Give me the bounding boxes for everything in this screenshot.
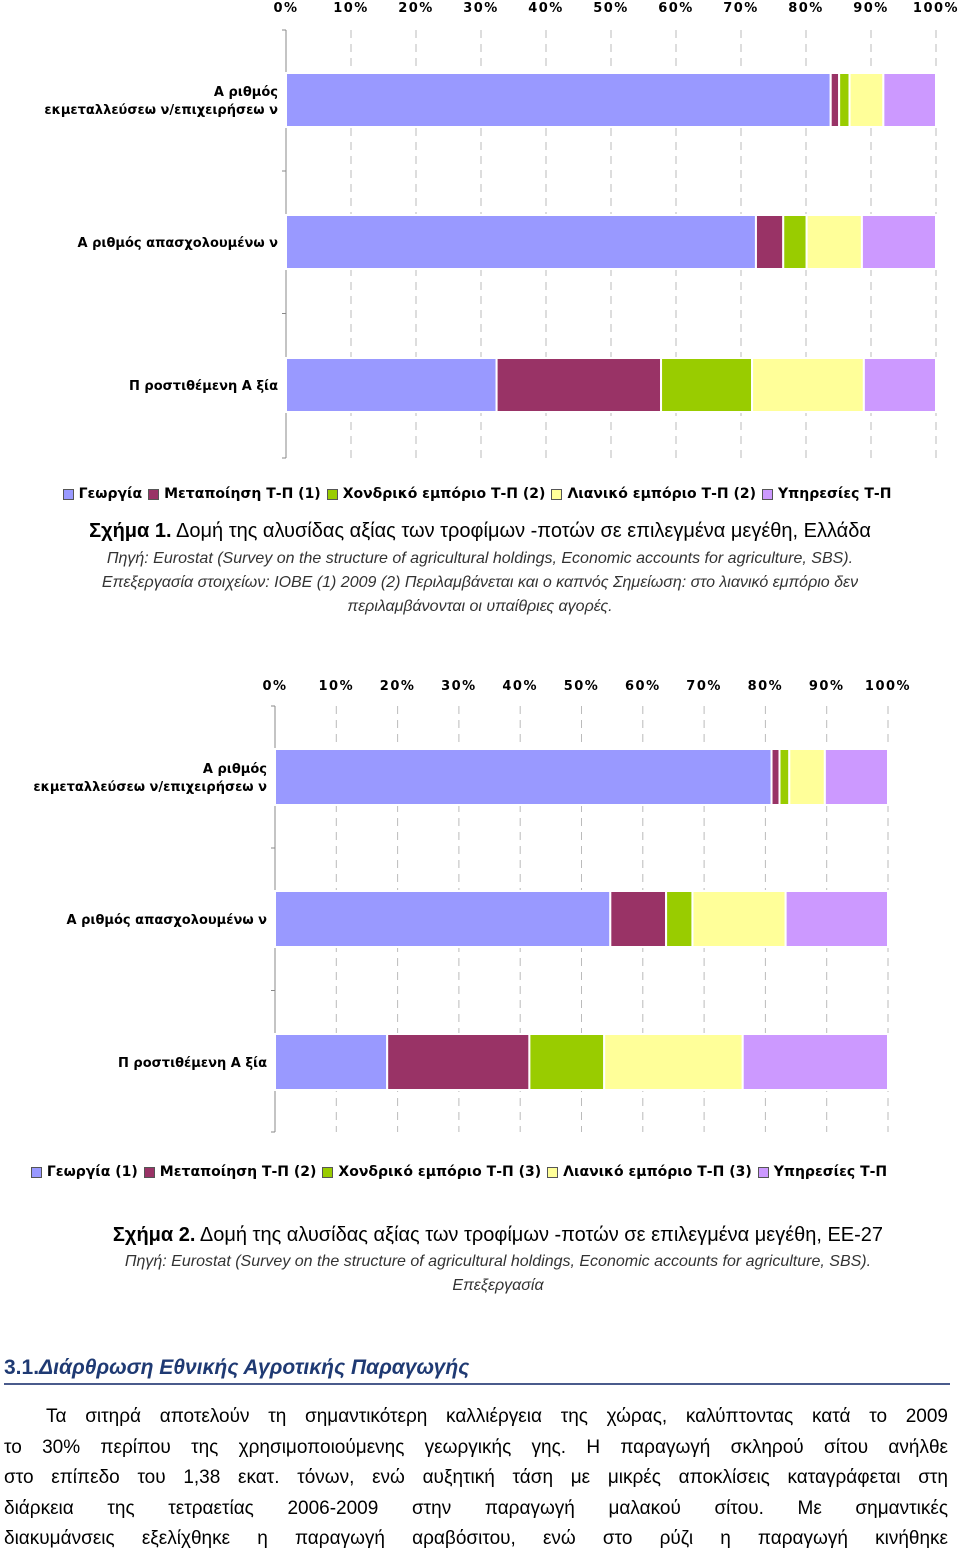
legend-swatch (758, 1167, 769, 1178)
figure-2-title: Δομή της αλυσίδας αξίας των τροφίμων -ποτών σε επιλεγμένα μεγέθη, ΕΕ-27 (195, 1224, 884, 1246)
chart-2-plot (0, 670, 960, 1140)
legend-swatch (63, 489, 74, 500)
chart-2-category-label: Α ριθμός απασχολουμένω ν (66, 913, 267, 928)
chart-2-tick-label: 20% (379, 679, 416, 694)
legend-label: Μεταποίηση Τ-Π (1) (164, 486, 321, 502)
section-heading (4, 1356, 950, 1385)
chart-2-category-label: εκμεταλλεύσεω ν/επιχειρήσεω ν (33, 780, 267, 795)
chart-1-bar-segment (756, 215, 783, 269)
chart-2-tick-label: 0% (262, 679, 288, 694)
chart-2-bar-segment (275, 1034, 387, 1090)
chart-1-tick-label: 0% (273, 1, 299, 16)
chart-1-bar-segment (850, 73, 884, 127)
chart-2-tick-label: 70% (686, 679, 722, 694)
chart-1-tick-label: 80% (788, 1, 824, 16)
paragraph-line: στο επίπεδο του 1,38 εκατ. τόνων, ενώ αυξητική τάση με μικρές αποκλίσεις καταγράφεται στη (4, 1467, 948, 1488)
chart-2-bar-segment (772, 749, 780, 805)
chart-2-legend (32, 1162, 892, 1182)
chart-2-bar-segment (743, 1034, 888, 1090)
legend-item (322, 1164, 541, 1180)
legend-swatch (144, 1167, 155, 1178)
chart-1-tick-label: 100% (912, 1, 960, 16)
legend-swatch (148, 489, 159, 500)
chart-1-bar-segment (286, 73, 831, 127)
chart-2 (0, 670, 960, 1140)
chart-2-bar-segment (610, 891, 666, 947)
figure-2-caption (18, 1224, 960, 1298)
legend-swatch (31, 1167, 42, 1178)
chart-1-tick-label: 30% (463, 1, 499, 16)
chart-2-bar-segment (786, 891, 888, 947)
chart-1-category-label: Α ριθμός (213, 85, 278, 100)
legend-item (551, 486, 756, 502)
legend-label: Χονδρικό εμπόριο Τ-Π (2) (342, 486, 546, 502)
legend-item (31, 1164, 138, 1180)
legend-label: Υπηρεσίες Τ-Π (778, 486, 892, 502)
chart-2-tick-label: 80% (747, 679, 784, 694)
legend-label: Υπηρεσίες Τ-Π (773, 1164, 888, 1180)
chart-2-bar-segment (387, 1034, 529, 1090)
legend-swatch (551, 489, 562, 500)
chart-1-bar-segment (661, 358, 752, 412)
legend-swatch (327, 489, 338, 500)
chart-2-tick-label: 90% (808, 679, 845, 694)
chart-1-category-label: Π ροστιθέμενη Α ξία (129, 379, 278, 394)
legend-label: Χονδρικό εμπόριο Τ-Π (3) (338, 1164, 542, 1180)
figure-1-title-line (0, 520, 960, 543)
figure-1-source-line: Επεξεργασία στοιχείων: ΙΟΒΕ (1) 2009 (2) Περιλαμβάνεται και ο καπνός Σημείωση: στο λιανικό εμπόριο δεν (101, 574, 859, 591)
chart-1-bar-segment (497, 358, 661, 412)
figure-1-source-line: Πηγή: Eurostat (Survey on the structure of agricultural holdings, Economic accounts for agriculture, SBS). (106, 550, 854, 567)
chart-1-bar-segment (839, 73, 849, 127)
chart-2-category-label: Α ριθμός (202, 762, 267, 777)
legend-swatch (547, 1167, 558, 1178)
section-number: 3.1. (4, 1356, 40, 1379)
legend-item (144, 1164, 317, 1180)
chart-2-tick-label: 30% (441, 679, 477, 694)
figure-1-title: Δομή της αλυσίδας αξίας των τροφίμων -ποτών σε επιλεγμένα μεγέθη, Ελλάδα (171, 520, 871, 542)
legend-label: Γεωργία (78, 486, 143, 502)
chart-1-bar-segment (286, 215, 756, 269)
chart-1-tick-label: 40% (528, 1, 564, 16)
paragraph-line: διακυμάνσεις εξελίχθηκε η παραγωγή αραβόσιτου, ενώ στο ρύζι η παραγωγή κινήθηκε (4, 1528, 948, 1549)
chart-2-bar-segment (529, 1034, 604, 1090)
chart-2-tick-label: 60% (624, 679, 661, 694)
chart-1-bar-segment (864, 358, 936, 412)
legend-label: Λιανικό εμπόριο Τ-Π (3) (563, 1164, 752, 1180)
chart-1-tick-label: 70% (723, 1, 759, 16)
chart-1-category-label: εκμεταλλεύσεω ν/επιχειρήσεω ν (44, 103, 278, 118)
chart-1-bar-segment (883, 73, 936, 127)
chart-1-bar-segment (831, 73, 839, 127)
chart-2-tick-label: 50% (563, 679, 600, 694)
chart-2-category-label: Π ροστιθέμενη Α ξία (118, 1056, 267, 1071)
chart-1-bar-segment (807, 215, 862, 269)
chart-1-category-label: Α ριθμός απασχολουμένω ν (77, 236, 278, 251)
chart-1-tick-label: 10% (333, 1, 369, 16)
chart-2-bar-segment (275, 749, 772, 805)
legend-item (148, 486, 321, 502)
chart-2-tick-label: 40% (502, 679, 539, 694)
chart-2-bar-segment (789, 749, 825, 805)
paragraph-line: το 30% περίπου της χρησιμοποιούμενης γεωργικής γης. Η παραγωγή σκληρού σίτου ανήλθε (4, 1436, 948, 1458)
legend-label: Μεταποίηση Τ-Π (2) (159, 1164, 317, 1180)
figure-2-source-line: Επεξεργασία (452, 1277, 544, 1294)
figure-2-title-line (18, 1224, 960, 1247)
legend-item (327, 486, 546, 502)
chart-1 (0, 0, 960, 470)
chart-2-bar-segment (825, 749, 888, 805)
body-paragraph (4, 1402, 948, 1555)
section-title: Διάρθρωση Εθνικής Αγροτικής Παραγωγής (39, 1356, 470, 1379)
figure-1-caption (0, 520, 960, 619)
chart-1-bar-segment (862, 215, 936, 269)
legend-item (547, 1164, 752, 1180)
legend-swatch (322, 1167, 333, 1178)
chart-1-bar-segment (286, 358, 497, 412)
figure-2-source-line: Πηγή: Eurostat (Survey on the structure of agricultural holdings, Economic accounts for agriculture, SBS). (124, 1253, 872, 1270)
figure-1-label: Σχήμα 1. (89, 520, 172, 542)
legend-label: Λιανικό εμπόριο Τ-Π (2) (567, 486, 757, 502)
legend-item (758, 1164, 887, 1180)
paragraph-line: Τα σιτηρά αποτελούν τη σημαντικότερη καλλιέργεια της χώρας, καλύπτοντας κατά το 2009 (46, 1406, 948, 1427)
chart-1-plot (0, 0, 960, 470)
chart-2-bar-segment (779, 749, 789, 805)
chart-1-legend (0, 484, 960, 504)
chart-1-bar-segment (783, 215, 806, 269)
paragraph-line: διάρκεια της τετραετίας 2006-2009 στην παραγωγή μαλακού σίτου. Με σημαντικές (4, 1497, 948, 1519)
legend-label: Γεωργία (1) (46, 1164, 138, 1180)
chart-2-tick-label: 100% (864, 679, 912, 694)
legend-item (762, 486, 891, 502)
figure-1-source-line: περιλαμβάνονται οι υπαίθριες αγορές. (347, 598, 613, 615)
chart-1-tick-label: 60% (658, 1, 694, 16)
chart-1-tick-label: 50% (593, 1, 629, 16)
chart-1-tick-label: 20% (398, 1, 434, 16)
figure-2-label: Σχήμα 2. (112, 1224, 196, 1246)
chart-1-tick-label: 90% (853, 1, 889, 16)
chart-2-tick-label: 10% (318, 679, 355, 694)
chart-2-bar-segment (692, 891, 785, 947)
legend-swatch (762, 489, 773, 500)
chart-2-bar-segment (666, 891, 692, 947)
chart-1-bar-segment (752, 358, 864, 412)
legend-item (63, 486, 143, 502)
chart-2-bar-segment (275, 891, 610, 947)
chart-2-bar-segment (604, 1034, 743, 1090)
